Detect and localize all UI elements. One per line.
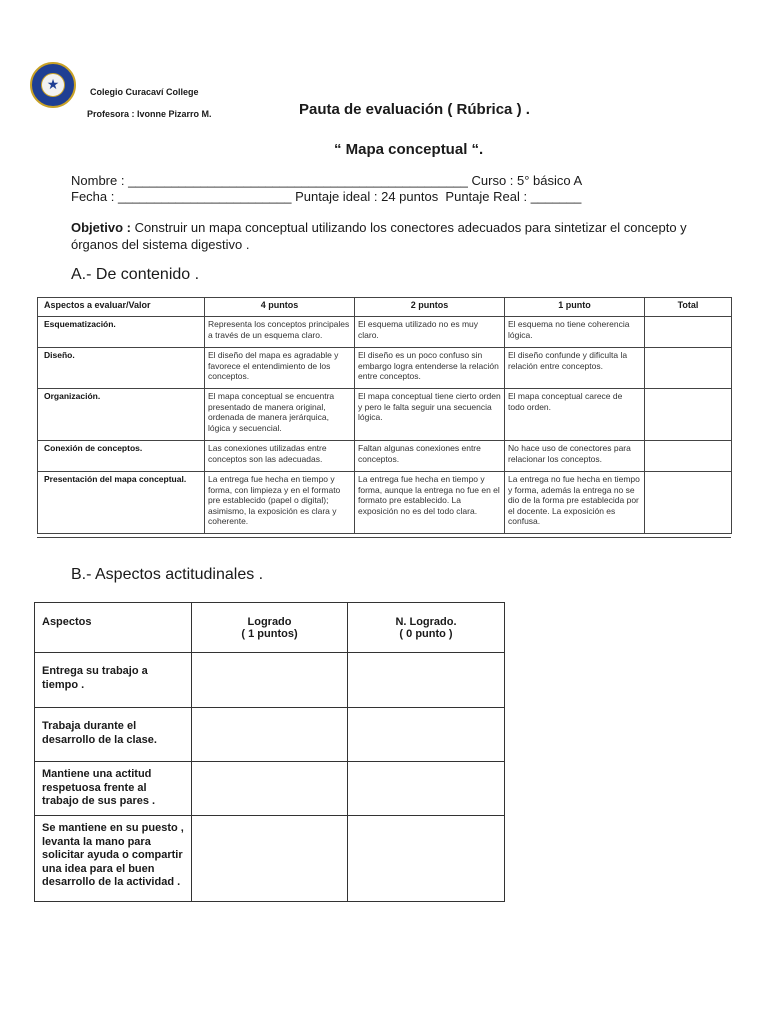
total-cell[interactable] [645, 389, 732, 441]
no-logrado-points: ( 0 punto ) [399, 628, 453, 640]
attitudes-table [34, 602, 505, 902]
attitude-aspect: Entrega su trabajo a tiempo . [35, 653, 192, 708]
no-logrado-cell[interactable] [348, 762, 505, 816]
rubric-row [38, 317, 732, 348]
total-cell[interactable] [645, 317, 732, 348]
section-b-title: B.- Aspectos actitudinales . [71, 566, 264, 583]
header-no-logrado [348, 603, 505, 653]
name-course-line: Nombre : _______________________________________________ Curso : 5° básico A [71, 173, 583, 188]
no-logrado-cell[interactable] [348, 708, 505, 762]
descriptor-4: La entrega fue hecha en tiempo y forma, con limpieza y en el formato pre establecido (papel o digital); asimismo, la exposición es clara y coherente. [205, 472, 355, 534]
descriptor-2: Faltan algunas conexiones entre conceptos. [355, 441, 505, 472]
rubric-header-1pt: 1 punto [505, 298, 645, 317]
total-cell[interactable] [645, 348, 732, 389]
descriptor-2: El mapa conceptual tiene cierto orden y pero le falta seguir una secuencia lógica. [355, 389, 505, 441]
date-score-line: Fecha : ________________________ Puntaje ideal : 24 puntos Puntaje Real : _______ [71, 189, 582, 204]
descriptor-4: El mapa conceptual se encuentra presentado de manera original, ordenada de manera jerárquica, lógica y secuencial. [205, 389, 355, 441]
logo-emblem [41, 73, 65, 97]
descriptor-2: La entrega fue hecha en tiempo y forma, aunque la entrega no fue en el formato pre establecido. La exposición no es del todo clara. [355, 472, 505, 534]
rubric-header-4pts: 4 puntos [205, 298, 355, 317]
school-name: Colegio Curacaví College [90, 87, 199, 97]
descriptor-1: La entrega no fue hecha en tiempo y forma, además la entrega no se dio de la forma pre establecida por el docente. La exposición es confusa. [505, 472, 645, 534]
attitude-aspect: Trabaja durante el desarrollo de la clase. [35, 708, 192, 762]
objective-label: Objetivo : [71, 220, 131, 235]
page-title: Pauta de evaluación ( Rúbrica ) . [299, 101, 530, 118]
attitudes-header-row [35, 603, 505, 653]
descriptor-1: El esquema no tiene coherencia lógica. [505, 317, 645, 348]
content-rubric-table [37, 297, 732, 534]
descriptor-1: No hace uso de conectores para relacionar los conceptos. [505, 441, 645, 472]
logrado-cell[interactable] [192, 653, 348, 708]
rubric-header-2pts: 2 puntos [355, 298, 505, 317]
descriptor-2: El esquema utilizado no es muy claro. [355, 317, 505, 348]
attitude-row [35, 762, 505, 816]
no-logrado-label: N. Logrado. [395, 616, 457, 628]
attitude-row [35, 653, 505, 708]
rubric-header-total: Total [645, 298, 732, 317]
table-bottom-border [37, 537, 731, 538]
rubric-row [38, 348, 732, 389]
descriptor-4: Las conexiones utilizadas entre conceptos son las adecuadas. [205, 441, 355, 472]
objective-text: Construir un mapa conceptual utilizando los conectores adecuados para sintetizar el concepto y órganos del sistema digestivo . [71, 220, 687, 252]
attitude-aspect: Mantiene una actitud respetuosa frente al trabajo de sus pares . [35, 762, 192, 816]
section-a-title: A.- De contenido . [71, 266, 200, 283]
attitude-aspect: Se mantiene en su puesto , levanta la mano para solicitar ayuda o compartir una idea para el buen desarrollo de la actividad . [35, 816, 192, 902]
descriptor-4: El diseño del mapa es agradable y favorece el entendimiento de los conceptos. [205, 348, 355, 389]
objective [71, 219, 691, 253]
descriptor-2: El diseño es un poco confuso sin embargo logra entenderse la relación entre conceptos. [355, 348, 505, 389]
teacher-name: Profesora : Ivonne Pizarro M. [87, 109, 212, 119]
school-logo [30, 62, 76, 108]
rubric-header-aspect: Aspectos a evaluar/Valor [38, 298, 205, 317]
logrado-label: Logrado [247, 616, 292, 628]
descriptor-1: El diseño confunde y dificulta la relación entre conceptos. [505, 348, 645, 389]
criterion: Diseño. [38, 348, 205, 389]
criterion: Organización. [38, 389, 205, 441]
total-cell[interactable] [645, 441, 732, 472]
rubric-row [38, 441, 732, 472]
table-crop-mask [37, 537, 731, 545]
rubric-row [38, 472, 732, 534]
total-cell[interactable] [645, 472, 732, 534]
header-aspects: Aspectos [35, 603, 192, 653]
page-subtitle: “ Mapa conceptual “. [334, 141, 484, 158]
star-icon: ★ [46, 76, 60, 92]
no-logrado-cell[interactable] [348, 653, 505, 708]
rubric-row [38, 389, 732, 441]
criterion: Presentación del mapa conceptual. [38, 472, 205, 534]
logrado-cell[interactable] [192, 762, 348, 816]
logrado-cell[interactable] [192, 708, 348, 762]
criterion: Conexión de conceptos. [38, 441, 205, 472]
rubric-header-row [38, 298, 732, 317]
criterion: Esquematización. [38, 317, 205, 348]
attitude-row [35, 816, 505, 902]
logrado-points: ( 1 puntos) [241, 628, 298, 640]
logrado-cell[interactable] [192, 816, 348, 902]
descriptor-1: El mapa conceptual carece de todo orden. [505, 389, 645, 441]
descriptor-4: Representa los conceptos principales a través de un esquema claro. [205, 317, 355, 348]
header-logrado [192, 603, 348, 653]
no-logrado-cell[interactable] [348, 816, 505, 902]
attitude-row [35, 708, 505, 762]
